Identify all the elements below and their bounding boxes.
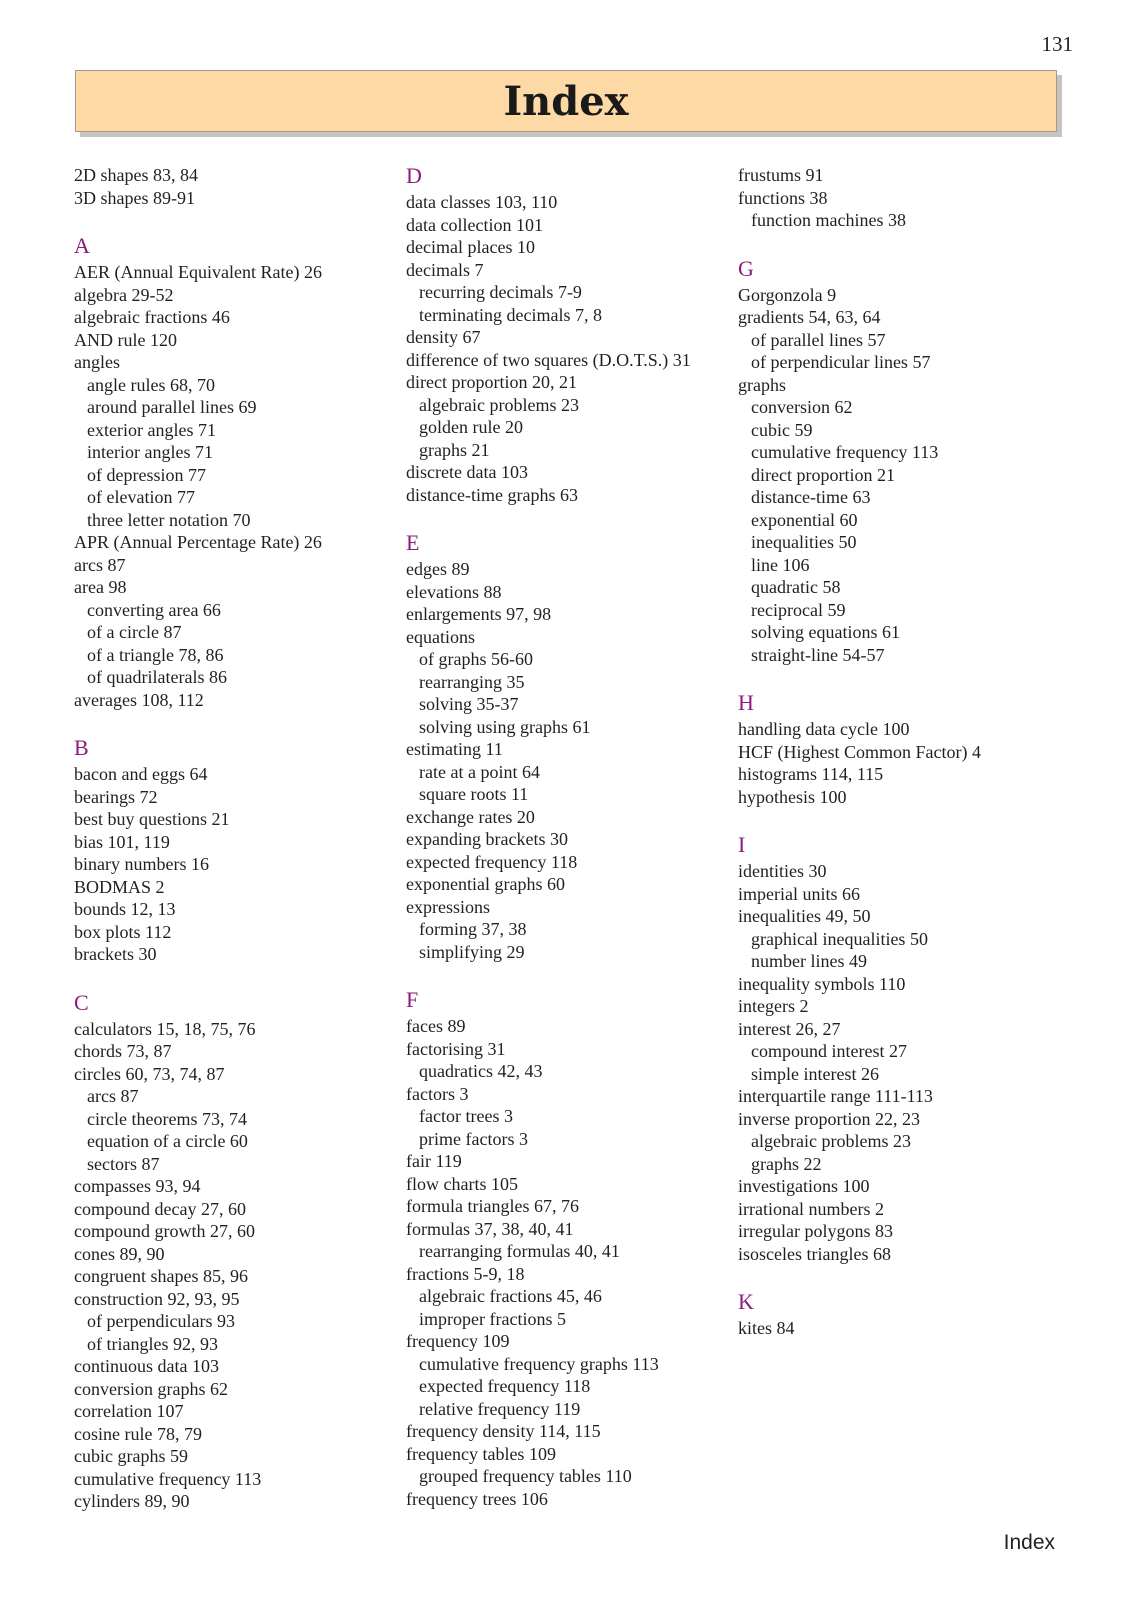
index-entry: elevations 88 [406, 581, 502, 602]
index-entry: arcs 87 [74, 554, 126, 575]
index-section [74, 234, 394, 711]
index-section [74, 164, 394, 209]
index-entry: conversion graphs 62 [74, 1378, 228, 1399]
index-entry: exchange rates 20 [406, 806, 535, 827]
index-entry: fair 119 [406, 1151, 462, 1171]
index-entry: formulas 37, 38, 40, 41 [406, 1218, 574, 1239]
index-subentry: arcs 87 [87, 1086, 139, 1106]
index-entry: averages 108, 112 [74, 689, 204, 710]
index-entry: decimal places 10 [406, 237, 535, 257]
index-column-1 [74, 164, 394, 1513]
index-entry: best buy questions 21 [74, 809, 230, 829]
index-entry: AND rule 120 [74, 329, 177, 350]
index-entry: frequency 109 [406, 1331, 510, 1351]
index-subentry: of triangles 92, 93 [87, 1333, 218, 1354]
index-entry: BODMAS 2 [74, 876, 165, 897]
index-entry: expected frequency 118 [406, 851, 578, 872]
index-section [738, 164, 1058, 232]
section-letter: B [74, 735, 89, 760]
index-entry: density 67 [406, 327, 481, 347]
index-subentry: of a triangle 78, 86 [87, 644, 224, 665]
index-section [74, 991, 394, 1513]
index-entry: bacon and eggs 64 [74, 764, 208, 784]
section-letter: A [74, 233, 90, 258]
index-subentry: algebraic problems 23 [419, 394, 579, 415]
index-entry: bounds 12, 13 [74, 899, 176, 919]
index-subentry: of a circle 87 [87, 622, 182, 642]
section-letter: C [74, 989, 89, 1015]
index-section [74, 736, 394, 966]
index-entry: continuous data 103 [74, 1356, 219, 1376]
index-entry: flow charts 105 [406, 1173, 518, 1194]
index-entry: angles [74, 352, 120, 372]
index-entry: factors 3 [406, 1083, 469, 1104]
index-entry: cones 89, 90 [74, 1243, 165, 1264]
index-subentry: compound interest 27 [751, 1041, 907, 1061]
index-subentry: angle rules 68, 70 [87, 374, 215, 395]
index-subentry: quadratics 42, 43 [419, 1061, 543, 1081]
index-entry: integers 2 [738, 996, 809, 1016]
index-entry: difference of two squares (D.O.T.S.) 31 [406, 349, 691, 370]
index-subentry: solving 35-37 [419, 694, 519, 714]
index-subentry: inequalities 50 [751, 532, 857, 552]
index-entry: decimals 7 [406, 259, 484, 280]
index-subentry: number lines 49 [751, 951, 867, 971]
index-entry: isosceles triangles 68 [738, 1243, 891, 1264]
index-entry: frequency density 114, 115 [406, 1421, 601, 1441]
index-subentry: three letter notation 70 [87, 509, 251, 530]
index-entry: equations [406, 626, 475, 647]
index-entry: construction 92, 93, 95 [74, 1288, 240, 1309]
index-entry: functions 38 [738, 187, 828, 208]
index-subentry: exponential 60 [751, 509, 858, 530]
index-entry: AER (Annual Equivalent Rate) 26 [74, 262, 322, 282]
section-letter: D [406, 163, 422, 188]
title-banner [75, 70, 1057, 132]
index-subentry: circle theorems 73, 74 [87, 1108, 247, 1129]
index-entry: brackets 30 [74, 944, 157, 964]
index-entry: data classes 103, 110 [406, 192, 558, 212]
index-entry: kites 84 [738, 1318, 795, 1338]
index-section [738, 833, 1058, 1265]
index-entry: exponential graphs 60 [406, 874, 565, 894]
index-entry: congruent shapes 85, 96 [74, 1266, 248, 1286]
index-column-3 [738, 164, 1058, 1340]
index-subentry: of elevation 77 [87, 487, 195, 507]
index-entry: APR (Annual Percentage Rate) 26 [74, 532, 322, 552]
index-entry: factorising 31 [406, 1038, 506, 1059]
index-entry: compasses 93, 94 [74, 1176, 201, 1196]
index-entry: bias 101, 119 [74, 831, 170, 852]
index-subentry: square roots 11 [419, 784, 529, 804]
index-subentry: sectors 87 [87, 1153, 160, 1174]
page-number: 131 [1041, 32, 1073, 56]
index-subentry: of perpendiculars 93 [87, 1311, 235, 1331]
index-entry: binary numbers 16 [74, 854, 209, 874]
index-subentry: graphs 21 [419, 439, 490, 460]
index-subentry: recurring decimals 7-9 [419, 282, 582, 302]
index-subentry: terminating decimals 7, 8 [419, 304, 602, 325]
index-subentry: rate at a point 64 [419, 761, 540, 782]
index-entry: frequency trees 106 [406, 1488, 548, 1509]
index-subentry: simplifying 29 [419, 941, 525, 962]
index-entry: handling data cycle 100 [738, 719, 910, 739]
index-section [406, 164, 726, 506]
index-subentry: golden rule 20 [419, 417, 523, 437]
index-subentry: line 106 [751, 554, 810, 575]
index-subentry: of quadrilaterals 86 [87, 667, 227, 687]
index-subentry: grouped frequency tables 110 [419, 1466, 632, 1486]
index-entry: inequality symbols 110 [738, 973, 906, 994]
index-entry: compound decay 27, 60 [74, 1198, 246, 1219]
index-entry: formula triangles 67, 76 [406, 1196, 579, 1216]
index-entry: data collection 101 [406, 214, 543, 235]
footer-label: Index [1003, 1531, 1055, 1554]
index-subentry: interior angles 71 [87, 442, 213, 462]
index-subentry: improper fractions 5 [419, 1308, 566, 1329]
index-entry: circles 60, 73, 74, 87 [74, 1063, 225, 1084]
index-subentry: expected frequency 118 [419, 1376, 591, 1396]
section-letter: G [738, 255, 754, 281]
index-subentry: graphs 22 [751, 1153, 822, 1174]
index-entry: interest 26, 27 [738, 1018, 841, 1039]
index-subentry: graphical inequalities 50 [751, 928, 928, 949]
index-entry: gradients 54, 63, 64 [738, 307, 881, 327]
index-entry: discrete data 103 [406, 462, 528, 482]
index-subentry: cubic 59 [751, 419, 813, 440]
index-subentry: algebraic fractions 45, 46 [419, 1286, 602, 1306]
index-subentry: algebraic problems 23 [751, 1131, 911, 1151]
index-entry: cylinders 89, 90 [74, 1491, 190, 1511]
index-entry: 2D shapes 83, 84 [74, 165, 198, 185]
index-entry: imperial units 66 [738, 883, 860, 904]
index-subentry: rearranging formulas 40, 41 [419, 1241, 620, 1261]
index-entry: irregular polygons 83 [738, 1221, 893, 1241]
index-subentry: around parallel lines 69 [87, 397, 257, 417]
index-subentry: of graphs 56-60 [419, 649, 533, 669]
section-letter: K [738, 1289, 754, 1314]
index-subentry: straight-line 54-57 [751, 644, 885, 665]
index-subentry: forming 37, 38 [419, 919, 527, 939]
index-entry: compound growth 27, 60 [74, 1221, 255, 1241]
index-entry: frustums 91 [738, 165, 824, 185]
index-entry: direct proportion 20, 21 [406, 372, 577, 392]
index-entry: investigations 100 [738, 1176, 870, 1196]
index-section [738, 1290, 1058, 1340]
index-subentry: cumulative frequency graphs 113 [419, 1353, 659, 1374]
index-entry: hypothesis 100 [738, 786, 847, 807]
section-letter: F [406, 987, 419, 1012]
index-entry: Gorgonzola 9 [738, 284, 837, 305]
page-title: Index [503, 77, 629, 125]
index-subentry: quadratic 58 [751, 577, 841, 597]
index-entry: algebraic fractions 46 [74, 307, 230, 327]
index-subentry: solving using graphs 61 [419, 716, 591, 737]
index-entry: faces 89 [406, 1016, 466, 1036]
index-section [738, 257, 1058, 667]
index-entry: fractions 5-9, 18 [406, 1263, 525, 1284]
index-entry: 3D shapes 89-91 [74, 187, 195, 208]
index-section [406, 531, 726, 963]
index-entry: expressions [406, 896, 490, 917]
index-subentry: distance-time 63 [751, 487, 871, 507]
index-entry: cumulative frequency 113 [74, 1468, 262, 1489]
index-entry: inverse proportion 22, 23 [738, 1108, 920, 1129]
index-subentry: reciprocal 59 [751, 599, 846, 620]
index-entry: distance-time graphs 63 [406, 484, 578, 505]
index-subentry: of depression 77 [87, 464, 206, 485]
index-entry: irrational numbers 2 [738, 1198, 884, 1219]
index-column-2 [406, 164, 726, 1510]
index-subentry: of perpendicular lines 57 [751, 352, 931, 372]
section-letter: I [738, 832, 746, 857]
index-subentry: rearranging 35 [419, 671, 525, 692]
index-entry: identities 30 [738, 861, 827, 881]
index-subentry: prime factors 3 [419, 1128, 528, 1149]
index-entry: expanding brackets 30 [406, 829, 568, 849]
index-entry: correlation 107 [74, 1401, 184, 1421]
index-subentry: converting area 66 [87, 599, 221, 620]
index-entry: edges 89 [406, 559, 470, 579]
index-subentry: conversion 62 [751, 397, 853, 417]
index-entry: calculators 15, 18, 75, 76 [74, 1018, 256, 1039]
index-subentry: direct proportion 21 [751, 464, 895, 485]
index-entry: chords 73, 87 [74, 1041, 172, 1061]
index-subentry: cumulative frequency 113 [751, 442, 939, 462]
index-subentry: function machines 38 [751, 210, 906, 230]
index-entry: histograms 114, 115 [738, 764, 884, 784]
index-entry: inequalities 49, 50 [738, 906, 871, 926]
index-subentry: solving equations 61 [751, 622, 900, 642]
section-letter: H [738, 690, 754, 715]
index-entry: HCF (Highest Common Factor) 4 [738, 741, 981, 762]
index-entry: interquartile range 111-113 [738, 1086, 933, 1106]
index-subentry: relative frequency 119 [419, 1398, 581, 1419]
index-entry: box plots 112 [74, 921, 172, 942]
section-letter: E [406, 530, 420, 555]
index-entry: cubic graphs 59 [74, 1446, 188, 1466]
index-entry: area 98 [74, 577, 127, 597]
index-section [738, 691, 1058, 808]
index-entry: estimating 11 [406, 739, 503, 759]
index-entry: algebra 29-52 [74, 284, 174, 305]
index-entry: bearings 72 [74, 786, 158, 807]
index-subentry: of parallel lines 57 [751, 329, 886, 350]
index-subentry: exterior angles 71 [87, 419, 216, 440]
index-entry: enlargements 97, 98 [406, 604, 552, 624]
index-entry: frequency tables 109 [406, 1443, 556, 1464]
index-subentry: equation of a circle 60 [87, 1131, 248, 1151]
index-entry: cosine rule 78, 79 [74, 1423, 202, 1444]
index-entry: graphs [738, 374, 786, 395]
index-subentry: factor trees 3 [419, 1106, 513, 1126]
index-section [406, 988, 726, 1510]
index-subentry: simple interest 26 [751, 1063, 879, 1084]
